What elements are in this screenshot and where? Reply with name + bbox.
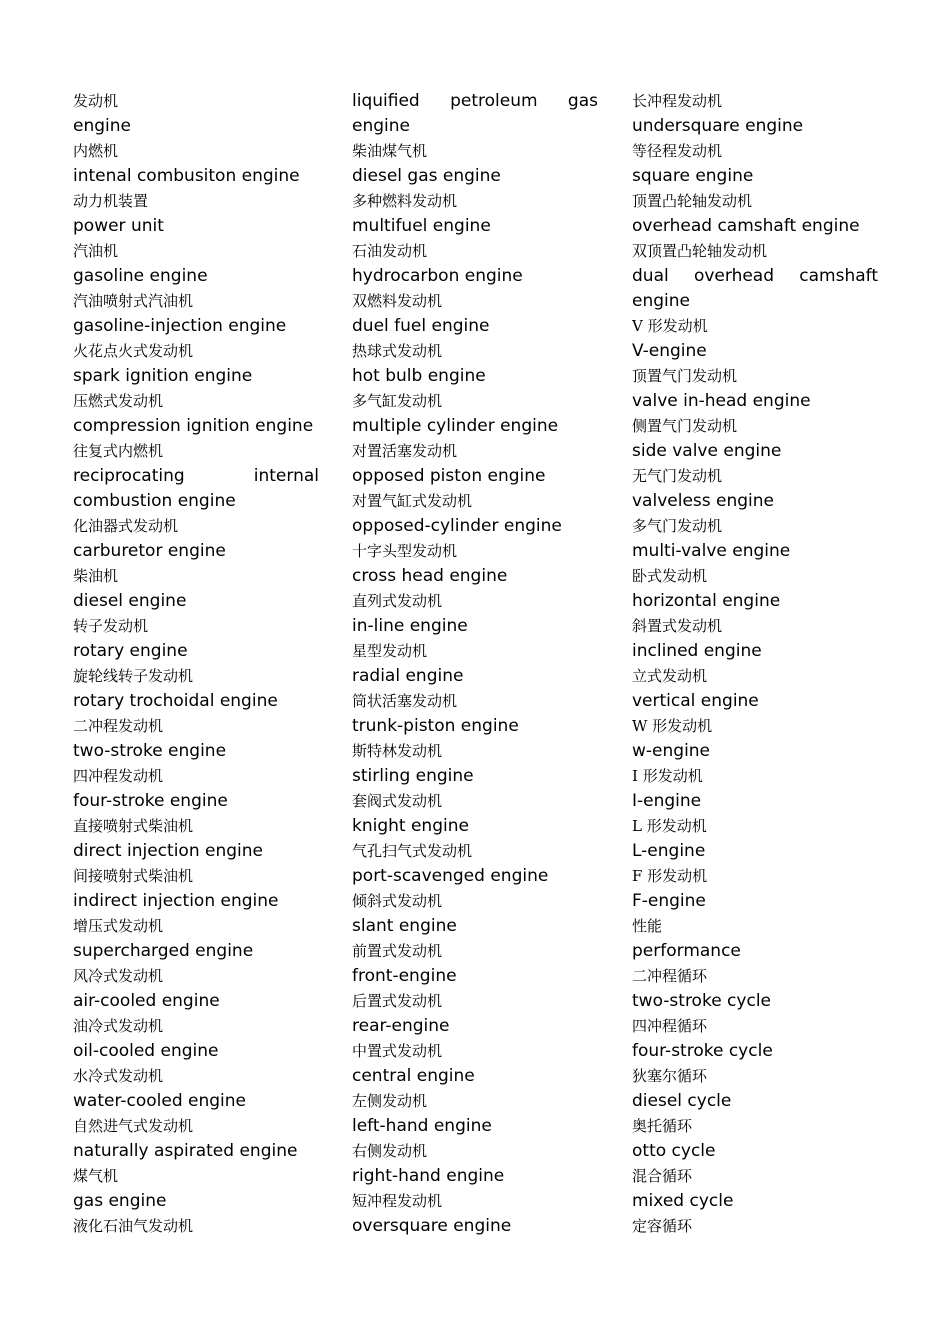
term-english: w-engine (632, 741, 711, 761)
term-chinese: 前置式发动机 (352, 942, 443, 960)
term-chinese: 卧式发动机 (632, 567, 708, 585)
term-chinese: 筒状活塞发动机 (352, 692, 458, 710)
term-english: gasoline engine (73, 266, 208, 286)
term-chinese: 对置气缸式发动机 (352, 492, 473, 510)
term-english: multiple cylinder engine (352, 416, 559, 436)
term-english: rotary engine (73, 641, 188, 661)
term-english: horizontal engine (632, 591, 781, 611)
term-chinese: 二冲程循环 (632, 967, 708, 985)
term-chinese: 四冲程循环 (632, 1017, 708, 1035)
term-chinese: 混合循环 (632, 1167, 693, 1185)
term-english: overhead camshaft engine (632, 216, 860, 236)
term-chinese: 斯特林发动机 (352, 742, 443, 760)
term-english: stirling engine (352, 766, 474, 786)
term-english: engine (632, 291, 690, 311)
term-english: radial engine (352, 666, 464, 686)
term-english: reciprocating internal (73, 466, 319, 486)
term-english: air-cooled engine (73, 991, 220, 1011)
term-english: two-stroke cycle (632, 991, 771, 1011)
term-english: mixed cycle (632, 1191, 734, 1211)
term-english: hot bulb engine (352, 366, 486, 386)
term-chinese: 狄塞尔循环 (632, 1067, 708, 1085)
term-chinese: 倾斜式发动机 (352, 892, 443, 910)
term-english: direct injection engine (73, 841, 263, 861)
term-english: front-engine (352, 966, 457, 986)
term-chinese: 增压式发动机 (73, 917, 164, 935)
term-english: indirect injection engine (73, 891, 279, 911)
term-chinese: 往复式内燃机 (73, 442, 164, 460)
term-english: supercharged engine (73, 941, 254, 961)
term-chinese: 风冷式发动机 (73, 967, 164, 985)
term-english: performance (632, 941, 741, 961)
term-english: two-stroke engine (73, 741, 227, 761)
term-chinese: 发动机 (73, 92, 119, 110)
term-english: engine (352, 116, 410, 136)
term-english: oil-cooled engine (73, 1041, 219, 1061)
term-english: liquified petroleum gas (352, 91, 598, 111)
term-english: valveless engine (632, 491, 775, 511)
term-chinese: 石油发动机 (352, 242, 428, 260)
term-english: diesel cycle (632, 1091, 732, 1111)
term-chinese: 顶置凸轮轴发动机 (632, 192, 753, 210)
term-chinese: 化油器式发动机 (73, 517, 179, 535)
term-chinese: 间接喷射式柴油机 (73, 867, 194, 885)
term-chinese: 直列式发动机 (352, 592, 443, 610)
term-chinese: 右侧发动机 (352, 1142, 428, 1160)
term-english: otto cycle (632, 1141, 716, 1161)
term-chinese: 多种燃料发动机 (352, 192, 458, 210)
term-english: valve in-head engine (632, 391, 811, 411)
term-chinese: 柴油煤气机 (352, 142, 428, 160)
term-english: oversquare engine (352, 1216, 512, 1236)
term-english: V-engine (632, 341, 707, 361)
term-chinese: 长冲程发动机 (632, 92, 723, 110)
term-english: cross head engine (352, 566, 508, 586)
term-chinese: 压燃式发动机 (73, 392, 164, 410)
term-english: knight engine (352, 816, 469, 836)
term-chinese: 二冲程发动机 (73, 717, 164, 735)
column-2 (352, 89, 598, 1239)
term-english: F-engine (632, 891, 706, 911)
term-english: naturally aspirated engine (73, 1141, 298, 1161)
term-chinese: 无气门发动机 (632, 467, 723, 485)
term-english: slant engine (352, 916, 457, 936)
term-chinese: 中置式发动机 (352, 1042, 443, 1060)
term-chinese: 多气缸发动机 (352, 392, 443, 410)
term-english: hydrocarbon engine (352, 266, 523, 286)
term-english: right-hand engine (352, 1166, 505, 1186)
term-chinese: 奥托循环 (632, 1117, 693, 1135)
term-chinese: 火花点火式发动机 (73, 342, 194, 360)
term-english: carburetor engine (73, 541, 226, 561)
term-chinese: 汽油喷射式汽油机 (73, 292, 194, 310)
term-english: engine (73, 116, 131, 136)
term-english: four-stroke cycle (632, 1041, 773, 1061)
term-chinese: 十字头型发动机 (352, 542, 458, 560)
term-english: inclined engine (632, 641, 762, 661)
term-chinese: W 形发动机 (632, 717, 713, 735)
term-english: central engine (352, 1066, 475, 1086)
term-english: side valve engine (632, 441, 782, 461)
term-english: gas engine (73, 1191, 167, 1211)
term-chinese: 汽油机 (73, 242, 119, 260)
term-chinese: 等径程发动机 (632, 142, 723, 160)
term-chinese: 双燃料发动机 (352, 292, 443, 310)
term-chinese: V 形发动机 (632, 317, 708, 335)
term-chinese: 性能 (632, 917, 663, 935)
term-english: intenal combusiton engine (73, 166, 300, 186)
term-chinese: 气孔扫气式发动机 (352, 842, 473, 860)
term-chinese: I 形发动机 (632, 767, 703, 785)
term-english: in-line engine (352, 616, 468, 636)
term-english: multi-valve engine (632, 541, 791, 561)
term-chinese: 短冲程发动机 (352, 1192, 443, 1210)
term-chinese: 顶置气门发动机 (632, 367, 738, 385)
term-english: left-hand engine (352, 1116, 492, 1136)
term-chinese: 多气门发动机 (632, 517, 723, 535)
term-chinese: 双顶置凸轮轴发动机 (632, 242, 768, 260)
term-chinese: 侧置气门发动机 (632, 417, 738, 435)
term-english: spark ignition engine (73, 366, 253, 386)
column-3 (632, 89, 878, 1239)
term-chinese: 斜置式发动机 (632, 617, 723, 635)
term-english: dual overhead camshaft (632, 266, 878, 286)
term-chinese: 套阀式发动机 (352, 792, 443, 810)
term-chinese: L 形发动机 (632, 817, 707, 835)
term-chinese: 自然进气式发动机 (73, 1117, 194, 1135)
column-1 (73, 89, 319, 1239)
term-chinese: 内燃机 (73, 142, 119, 160)
term-chinese: 左侧发动机 (352, 1092, 428, 1110)
term-chinese: 后置式发动机 (352, 992, 443, 1010)
term-english: multifuel engine (352, 216, 491, 236)
term-chinese: F 形发动机 (632, 867, 708, 885)
term-english: duel fuel engine (352, 316, 490, 336)
term-english: vertical engine (632, 691, 759, 711)
term-chinese: 对置活塞发动机 (352, 442, 458, 460)
term-chinese: 直接喷射式柴油机 (73, 817, 194, 835)
term-english: gasoline-injection engine (73, 316, 287, 336)
term-english: undersquare engine (632, 116, 804, 136)
term-chinese: 热球式发动机 (352, 342, 443, 360)
term-english: opposed piston engine (352, 466, 546, 486)
term-english: I-engine (632, 791, 702, 811)
term-english: compression ignition engine (73, 416, 314, 436)
term-chinese: 转子发动机 (73, 617, 149, 635)
term-chinese: 煤气机 (73, 1167, 119, 1185)
term-english: opposed-cylinder engine (352, 516, 562, 536)
term-chinese: 动力机装置 (73, 192, 149, 210)
term-english: combustion engine (73, 491, 236, 511)
term-chinese: 旋轮线转子发动机 (73, 667, 194, 685)
term-english: rotary trochoidal engine (73, 691, 278, 711)
term-chinese: 水冷式发动机 (73, 1067, 164, 1085)
term-english: diesel gas engine (352, 166, 501, 186)
term-english: port-scavenged engine (352, 866, 549, 886)
term-english: diesel engine (73, 591, 187, 611)
term-english: rear-engine (352, 1016, 450, 1036)
term-english: four-stroke engine (73, 791, 228, 811)
term-english: water-cooled engine (73, 1091, 246, 1111)
term-english: power unit (73, 216, 164, 236)
term-chinese: 四冲程发动机 (73, 767, 164, 785)
term-chinese: 定容循环 (632, 1217, 693, 1235)
term-chinese: 星型发动机 (352, 642, 428, 660)
term-english: trunk-piston engine (352, 716, 519, 736)
term-english: square engine (632, 166, 754, 186)
term-english: L-engine (632, 841, 706, 861)
term-chinese: 立式发动机 (632, 667, 708, 685)
term-chinese: 液化石油气发动机 (73, 1217, 194, 1235)
term-chinese: 柴油机 (73, 567, 119, 585)
term-chinese: 油冷式发动机 (73, 1017, 164, 1035)
